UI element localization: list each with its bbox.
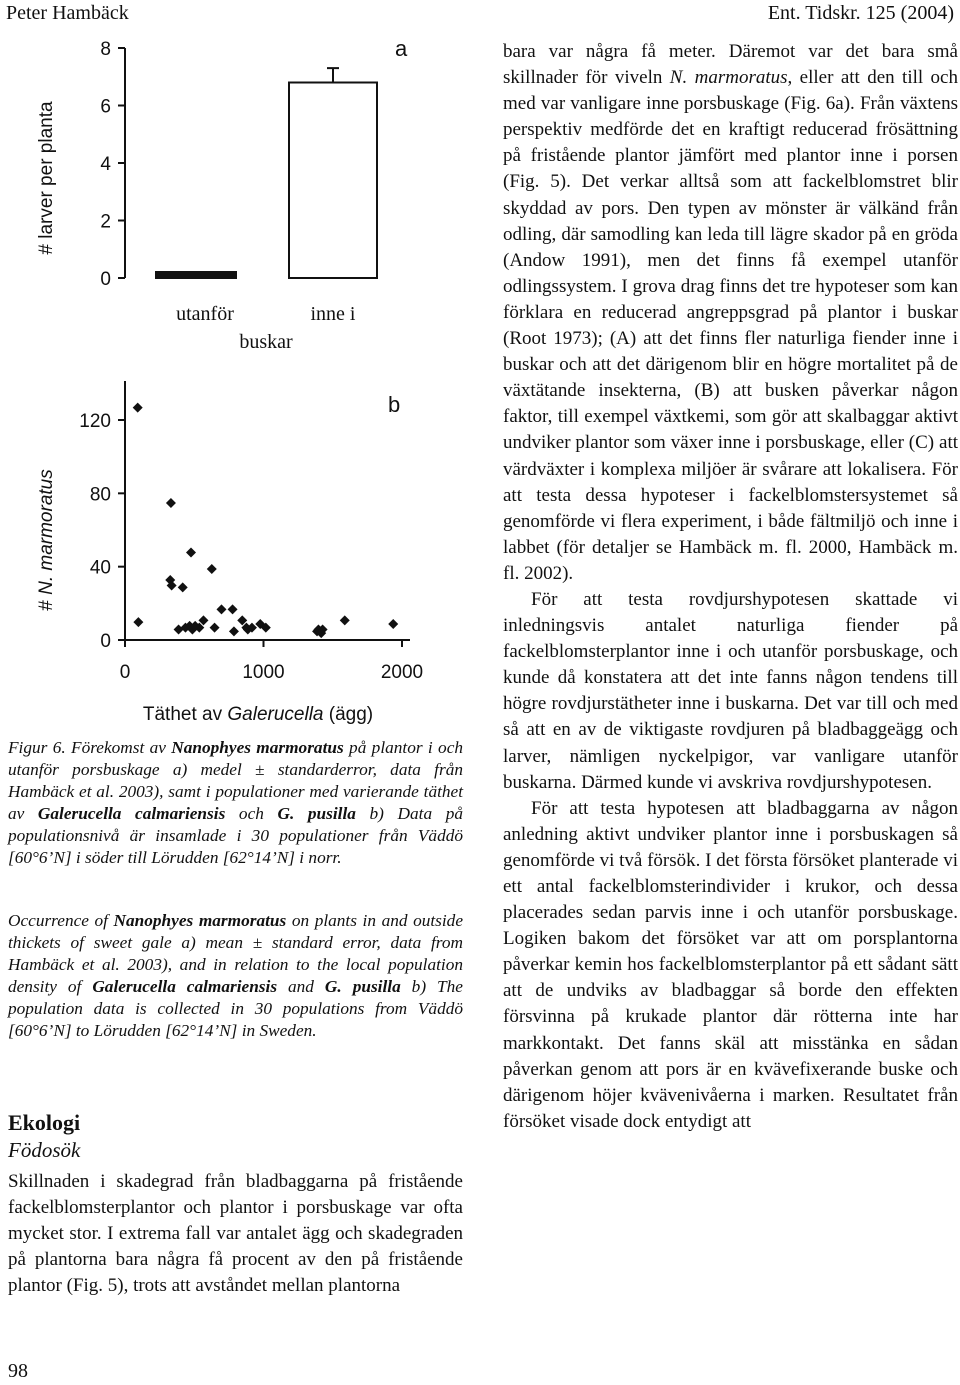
bar-utanfor <box>156 272 236 278</box>
panel-b-y-tick-label: 80 <box>89 484 111 506</box>
panel-b-y-axis-label <box>36 469 57 611</box>
panel-a-y-tick-label: 6 <box>100 96 111 118</box>
caption-en-text-3: and <box>277 976 325 996</box>
panel-b-x-tick-label: 0 <box>119 662 131 683</box>
bar-inne-i <box>289 83 377 279</box>
figure-6 <box>0 28 470 728</box>
caption-sv-text-3: och <box>225 803 278 823</box>
group-label-buskar: buskar <box>239 331 293 353</box>
panel-a-y-tick-label: 8 <box>100 39 111 60</box>
panel-a-label: a <box>395 36 408 61</box>
figure-caption-swedish <box>8 737 463 868</box>
category-label-utanfor: utanför <box>176 303 234 325</box>
panel-b-y-tick-label: 40 <box>89 557 111 579</box>
panel-b-x-tick-label: 1000 <box>242 662 285 683</box>
scatter-point <box>229 626 239 636</box>
scatter-point <box>210 623 220 633</box>
scatter-point <box>207 564 217 574</box>
running-head-author: Peter Hambäck <box>6 2 129 24</box>
right-paragraph-1-rest: , eller att den till och med var vanligare inne porsbuskage (Fig. 6a). Från växtens perspektiv medförde det en kraftigt reducerad frösättning på fristående plantor jämfört med plantor inne i porsen (Fig. 5). Det verkar alltså som att fackelblomstret blir skyddad av pors. Den typen av mönster är välkänd från odling, där samodling kan leda till lägre skador på en gröda (Andow 1991), men det finns få exempel utanför odlingssystem. I grova drag finns det tre hypoteser som kan förklara en reducerad angreppsgrad på plantor i buskar (Root 1973); (A) att det finns fler naturliga fiender inne i buskar och att det därigenom blir en högre mortalitet på de växtätande insekterna, (B) att busken påverkar någon faktor, till exempel växtkemi, som gör att skalbaggar aktivt undviker plantor som växer inne i porsbuskage, eller (C) att värdväxter i komplexa miljöer är svårare att lokalisera. För att testa dessa hypoteser i fackelblomstersystemet så genomförde vi flera experiment, i både fältmiljö och inne i labbet (för detaljer se Hambäck m. fl. 2000, Hambäck m. fl. 2002). <box>503 67 958 584</box>
category-label-inne-i: inne i <box>310 303 356 325</box>
caption-en-species-3: G. pusilla <box>324 976 401 996</box>
right-paragraph-3: För att testa hypotesen att bladbaggarna av någon anledning aktivt undviker plantor inne i porsbuskagen så genomförde vi två försök. I det första försöket planterade vi ett antal fackelblomsterindivider i krukor, och dessa placerades sedan parvis inne i och utanför porsbuskage. Logiken bakom det försöket var att om porsplantorna påverkar kemin hos fackelblomsterplantor på ett sådant sätt att de undviks av bladbaggar så borde den effekten försvinna på krukade plantor där rötterna inte har markkontakt. Det fanns skäl att misstänka en sådan påverkan genom att pors är en kvävefixerande buske och därigenom höjer kvävenivåerna i marken. Resultatet från försöket visade dock entydigt att <box>503 797 958 1132</box>
scatter-point <box>216 604 226 614</box>
right-paragraph-2: För att testa rovdjurshypotesen skattade vi inledningsvis antalet naturliga fiender på fackelblomsterplantor inne i och utanför porsbuskage, och kunde då konstatera att det inte fanns någon tendens till högre rovdjurstätheter inne i buskarna. Det var till och med så att en av de viktigaste rovdjuren på bladbaggeägg och larver, nämligen nyckelpigor, var vanligare utanför buskarna. Därmed kunde vi avskriva rovdjurshypotesen. <box>503 588 958 793</box>
panel-b-y-tick-label: 120 <box>79 411 111 432</box>
caption-sv-text-4: b) Data på populationsnivå är insamlade i 30 populationer från Väddö [60°6’N] i söder till Lörudden [62°14’N] i norr. <box>8 803 463 867</box>
panel-b <box>36 381 423 725</box>
scatter-point <box>166 498 176 508</box>
scatter-point <box>388 619 398 629</box>
scatter-point <box>228 604 238 614</box>
scatter-point <box>340 615 350 625</box>
section-subheading: Födosök <box>8 1138 81 1162</box>
page-number: 98 <box>8 1360 28 1382</box>
panel-a-y-tick-label: 0 <box>100 269 111 290</box>
caption-sv-species-3: G. pusilla <box>277 803 356 823</box>
panel-b-ticks <box>79 411 423 683</box>
panel-b-x-tick-label: 2000 <box>380 662 424 683</box>
scatter-point <box>186 548 196 558</box>
caption-sv-text-1: Förekomst av <box>65 738 172 757</box>
caption-sv-species-2: Galerucella calmariensis <box>37 803 226 823</box>
panel-b-y-label-prefix: # <box>36 594 57 611</box>
panel-a-y-tick-label: 2 <box>100 211 111 233</box>
caption-en-species-2: Galerucella calmariensis <box>92 976 278 996</box>
caption-en-text-2: on plants in and outside thickets of sweet gale a) mean ± standard error, data from Hambäck et al. 2003), and in relation to the local population density of <box>8 911 463 996</box>
caption-en-species-1: Nanophyes marmoratus <box>113 911 287 930</box>
panel-b-y-label-species: N. marmoratus <box>36 469 57 595</box>
panel-a <box>36 36 408 353</box>
panel-b-x-label-suffix: (ägg) <box>323 704 374 725</box>
panel-b-points <box>133 403 399 639</box>
panel-a-bars <box>156 68 377 278</box>
caption-en-text-4: b) The population data is collected in 30 populations from Väddö [60°6’N] to Lörudden [62°14’N] in Sweden. <box>8 976 463 1040</box>
caption-sv-species-1: Nanophyes marmoratus <box>171 738 344 757</box>
panel-a-y-ticks <box>100 39 125 290</box>
running-head-journal: Ent. Tidskr. 125 (2004) <box>767 2 954 24</box>
left-column-paragraph: Skillnaden i skadegrad från bladbaggarna på fristående fackelblomsterplantor och plantor i porsbuskage var ofta mycket stor. I extrema fall var antalet ägg och skadegraden på plantorna bara några få procent av den på fristående plantor (Fig. 5), trots att avståndet mellan plantorna <box>8 1171 463 1297</box>
panel-b-x-label-species: Galerucella <box>227 704 324 725</box>
panel-a-y-axis-label: # larver per planta <box>36 101 57 255</box>
scatter-point <box>174 625 184 635</box>
right-paragraph-1 <box>503 39 958 587</box>
scatter-point <box>133 617 143 627</box>
figure-label: Figur 6. <box>8 738 66 757</box>
panel-a-y-tick-label: 4 <box>100 154 111 175</box>
panel-b-y-tick-label: 0 <box>100 631 111 652</box>
panel-b-x-label-prefix: Täthet av <box>142 704 228 725</box>
panel-b-x-axis-label <box>143 704 373 725</box>
section-heading: Ekologi <box>8 1110 81 1135</box>
figure-caption-english <box>8 910 463 1041</box>
caption-en-text-1: Occurrence of <box>8 911 114 930</box>
caption-sv-text-2: på plantor i och utanför porsbuskage a) medel ± standarderror, data från Hambäck et al. 2003), samt i populationer med varierande täthet av <box>8 738 464 823</box>
right-paragraph-1-start: bara var några få meter. Däremot var det bara små skillnader för viveln <box>503 41 958 89</box>
scatter-point <box>178 582 188 592</box>
right-column <box>503 39 958 1135</box>
scatter-point <box>133 403 143 413</box>
right-paragraph-1-species: N. marmoratus <box>669 67 788 89</box>
panel-b-label: b <box>388 392 401 417</box>
